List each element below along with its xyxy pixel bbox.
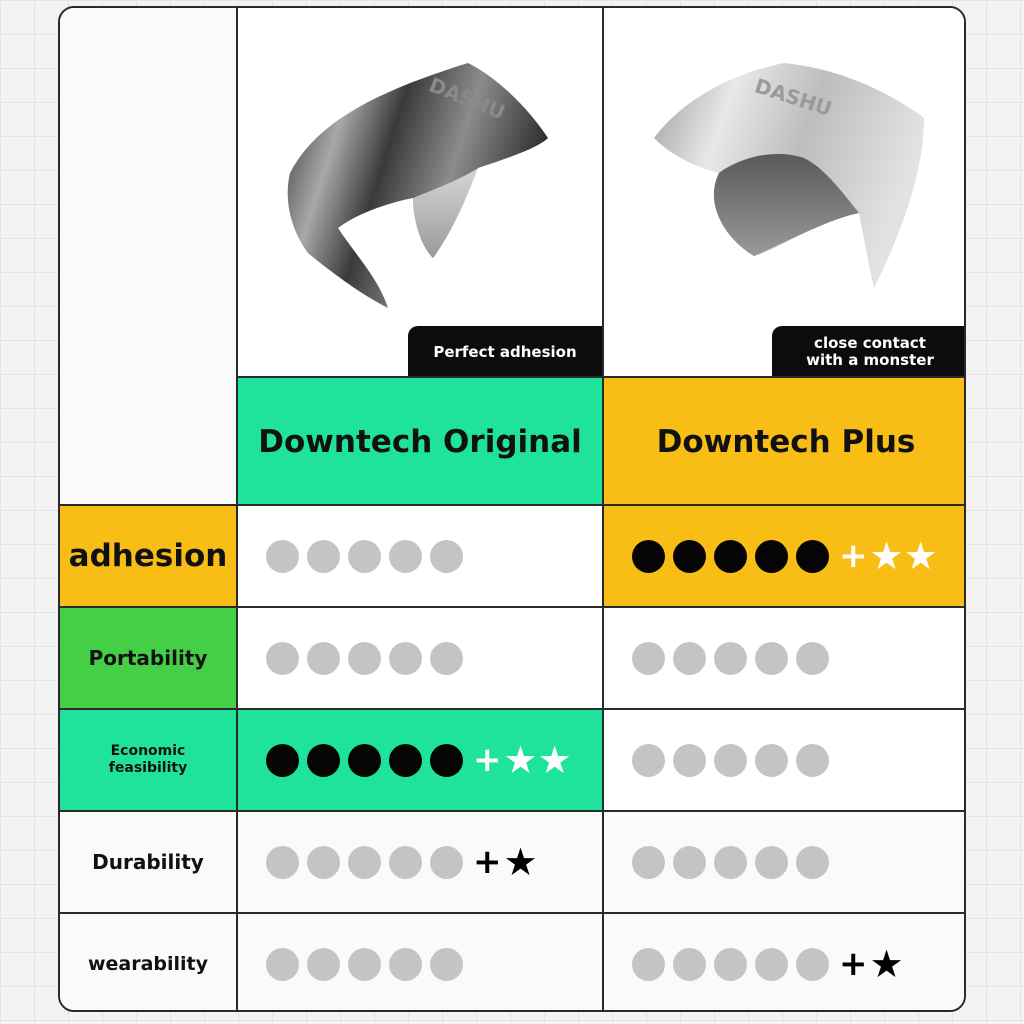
caption-plus (772, 326, 966, 378)
empty-dot-icon (755, 948, 788, 981)
empty-dot-icon (266, 846, 299, 879)
row-label: Durability (92, 850, 204, 874)
filled-dot-icon (389, 744, 422, 777)
thumb-pick-image-dark (238, 8, 602, 378)
empty-dot-icon (430, 540, 463, 573)
grid-line (60, 708, 966, 710)
grid-line (60, 810, 966, 812)
empty-dot-icon (714, 846, 747, 879)
rating-dots (266, 642, 471, 675)
rating-cell-plus (604, 710, 966, 810)
rating-dots (632, 948, 837, 981)
rating-dots (632, 642, 837, 675)
corner-cell (60, 8, 238, 506)
bonus-stars (473, 738, 572, 782)
product-photo-plus (604, 8, 966, 378)
logo-text: DASHU (751, 73, 835, 121)
empty-dot-icon (307, 642, 340, 675)
empty-dot-icon (714, 642, 747, 675)
empty-dot-icon (796, 948, 829, 981)
header-plus (604, 378, 966, 506)
empty-dot-icon (755, 846, 788, 879)
rating-dots (632, 744, 837, 777)
empty-dot-icon (796, 642, 829, 675)
rating-dots (266, 744, 471, 777)
filled-dot-icon (348, 744, 381, 777)
grid-line (60, 912, 966, 914)
grid-line (602, 8, 604, 1012)
empty-dot-icon (632, 948, 665, 981)
caption-plus-line-2: with a monster (806, 351, 934, 369)
row-label-line: Economic (110, 743, 186, 759)
empty-dot-icon (307, 948, 340, 981)
rating-cell-original (238, 710, 602, 810)
rating-dots (266, 846, 471, 879)
row-label-cell (60, 812, 236, 912)
grid-line (236, 8, 238, 1012)
plus-sign: + (839, 944, 868, 984)
rating-cell-original (238, 914, 602, 1012)
empty-dot-icon (755, 744, 788, 777)
empty-dot-icon (348, 846, 381, 879)
bonus-stars (839, 942, 904, 986)
comparison-table (58, 6, 966, 1012)
bonus-stars (839, 534, 938, 578)
empty-dot-icon (714, 744, 747, 777)
filled-dot-icon (796, 540, 829, 573)
rating-cell-plus (604, 914, 966, 1012)
plus-sign: + (839, 536, 868, 576)
empty-dot-icon (796, 846, 829, 879)
row-label-cell (60, 914, 236, 1012)
empty-dot-icon (632, 846, 665, 879)
empty-dot-icon (673, 846, 706, 879)
empty-dot-icon (632, 744, 665, 777)
caption-original (408, 326, 602, 378)
empty-dot-icon (307, 540, 340, 573)
row-label-line: feasibility (108, 760, 188, 776)
rating-cell-plus (604, 812, 966, 912)
empty-dot-icon (266, 540, 299, 573)
star-icon: ★ (503, 738, 538, 782)
empty-dot-icon (348, 540, 381, 573)
grid-line (238, 376, 966, 378)
empty-dot-icon (389, 642, 422, 675)
star-icon: ★ (869, 942, 904, 986)
rating-dots (266, 948, 471, 981)
grid-line (60, 504, 966, 506)
empty-dot-icon (755, 642, 788, 675)
filled-dot-icon (632, 540, 665, 573)
empty-dot-icon (307, 846, 340, 879)
filled-dot-icon (266, 744, 299, 777)
empty-dot-icon (673, 948, 706, 981)
empty-dot-icon (430, 846, 463, 879)
star-icon: ★ (903, 534, 938, 578)
row-label-cell (60, 506, 236, 606)
rating-cell-original (238, 812, 602, 912)
product-name-original: Downtech Original (258, 424, 582, 460)
empty-dot-icon (389, 846, 422, 879)
empty-dot-icon (632, 642, 665, 675)
filled-dot-icon (755, 540, 788, 573)
empty-dot-icon (673, 642, 706, 675)
row-label-cell (60, 710, 236, 810)
plus-sign: + (473, 842, 502, 882)
caption-original-text: Perfect adhesion (433, 342, 577, 361)
grid-line (60, 606, 966, 608)
star-icon: ★ (503, 840, 538, 884)
empty-dot-icon (348, 642, 381, 675)
product-name-plus: Downtech Plus (656, 424, 916, 460)
filled-dot-icon (714, 540, 747, 573)
caption-plus-line-1: close contact (814, 334, 926, 352)
header-original (238, 378, 602, 506)
logo-text: DASHU (425, 72, 509, 125)
rating-dots (632, 540, 837, 573)
bonus-stars (473, 840, 538, 884)
row-label: Portability (88, 646, 208, 670)
thumb-pick-image-silver (604, 8, 966, 378)
empty-dot-icon (266, 642, 299, 675)
empty-dot-icon (266, 948, 299, 981)
empty-dot-icon (796, 744, 829, 777)
plus-sign: + (473, 740, 502, 780)
filled-dot-icon (673, 540, 706, 573)
empty-dot-icon (673, 744, 706, 777)
empty-dot-icon (714, 948, 747, 981)
empty-dot-icon (348, 948, 381, 981)
row-label: adhesion (68, 538, 228, 574)
star-icon: ★ (869, 534, 904, 578)
empty-dot-icon (430, 642, 463, 675)
rating-cell-plus (604, 506, 966, 606)
rating-cell-plus (604, 608, 966, 708)
product-photo-original (238, 8, 602, 378)
star-icon: ★ (537, 738, 572, 782)
empty-dot-icon (389, 948, 422, 981)
rating-cell-original (238, 608, 602, 708)
rating-dots (266, 540, 471, 573)
rating-dots (632, 846, 837, 879)
rating-cell-original (238, 506, 602, 606)
filled-dot-icon (430, 744, 463, 777)
row-label: wearability (87, 953, 209, 975)
empty-dot-icon (389, 540, 422, 573)
row-label-cell (60, 608, 236, 708)
filled-dot-icon (307, 744, 340, 777)
empty-dot-icon (430, 948, 463, 981)
